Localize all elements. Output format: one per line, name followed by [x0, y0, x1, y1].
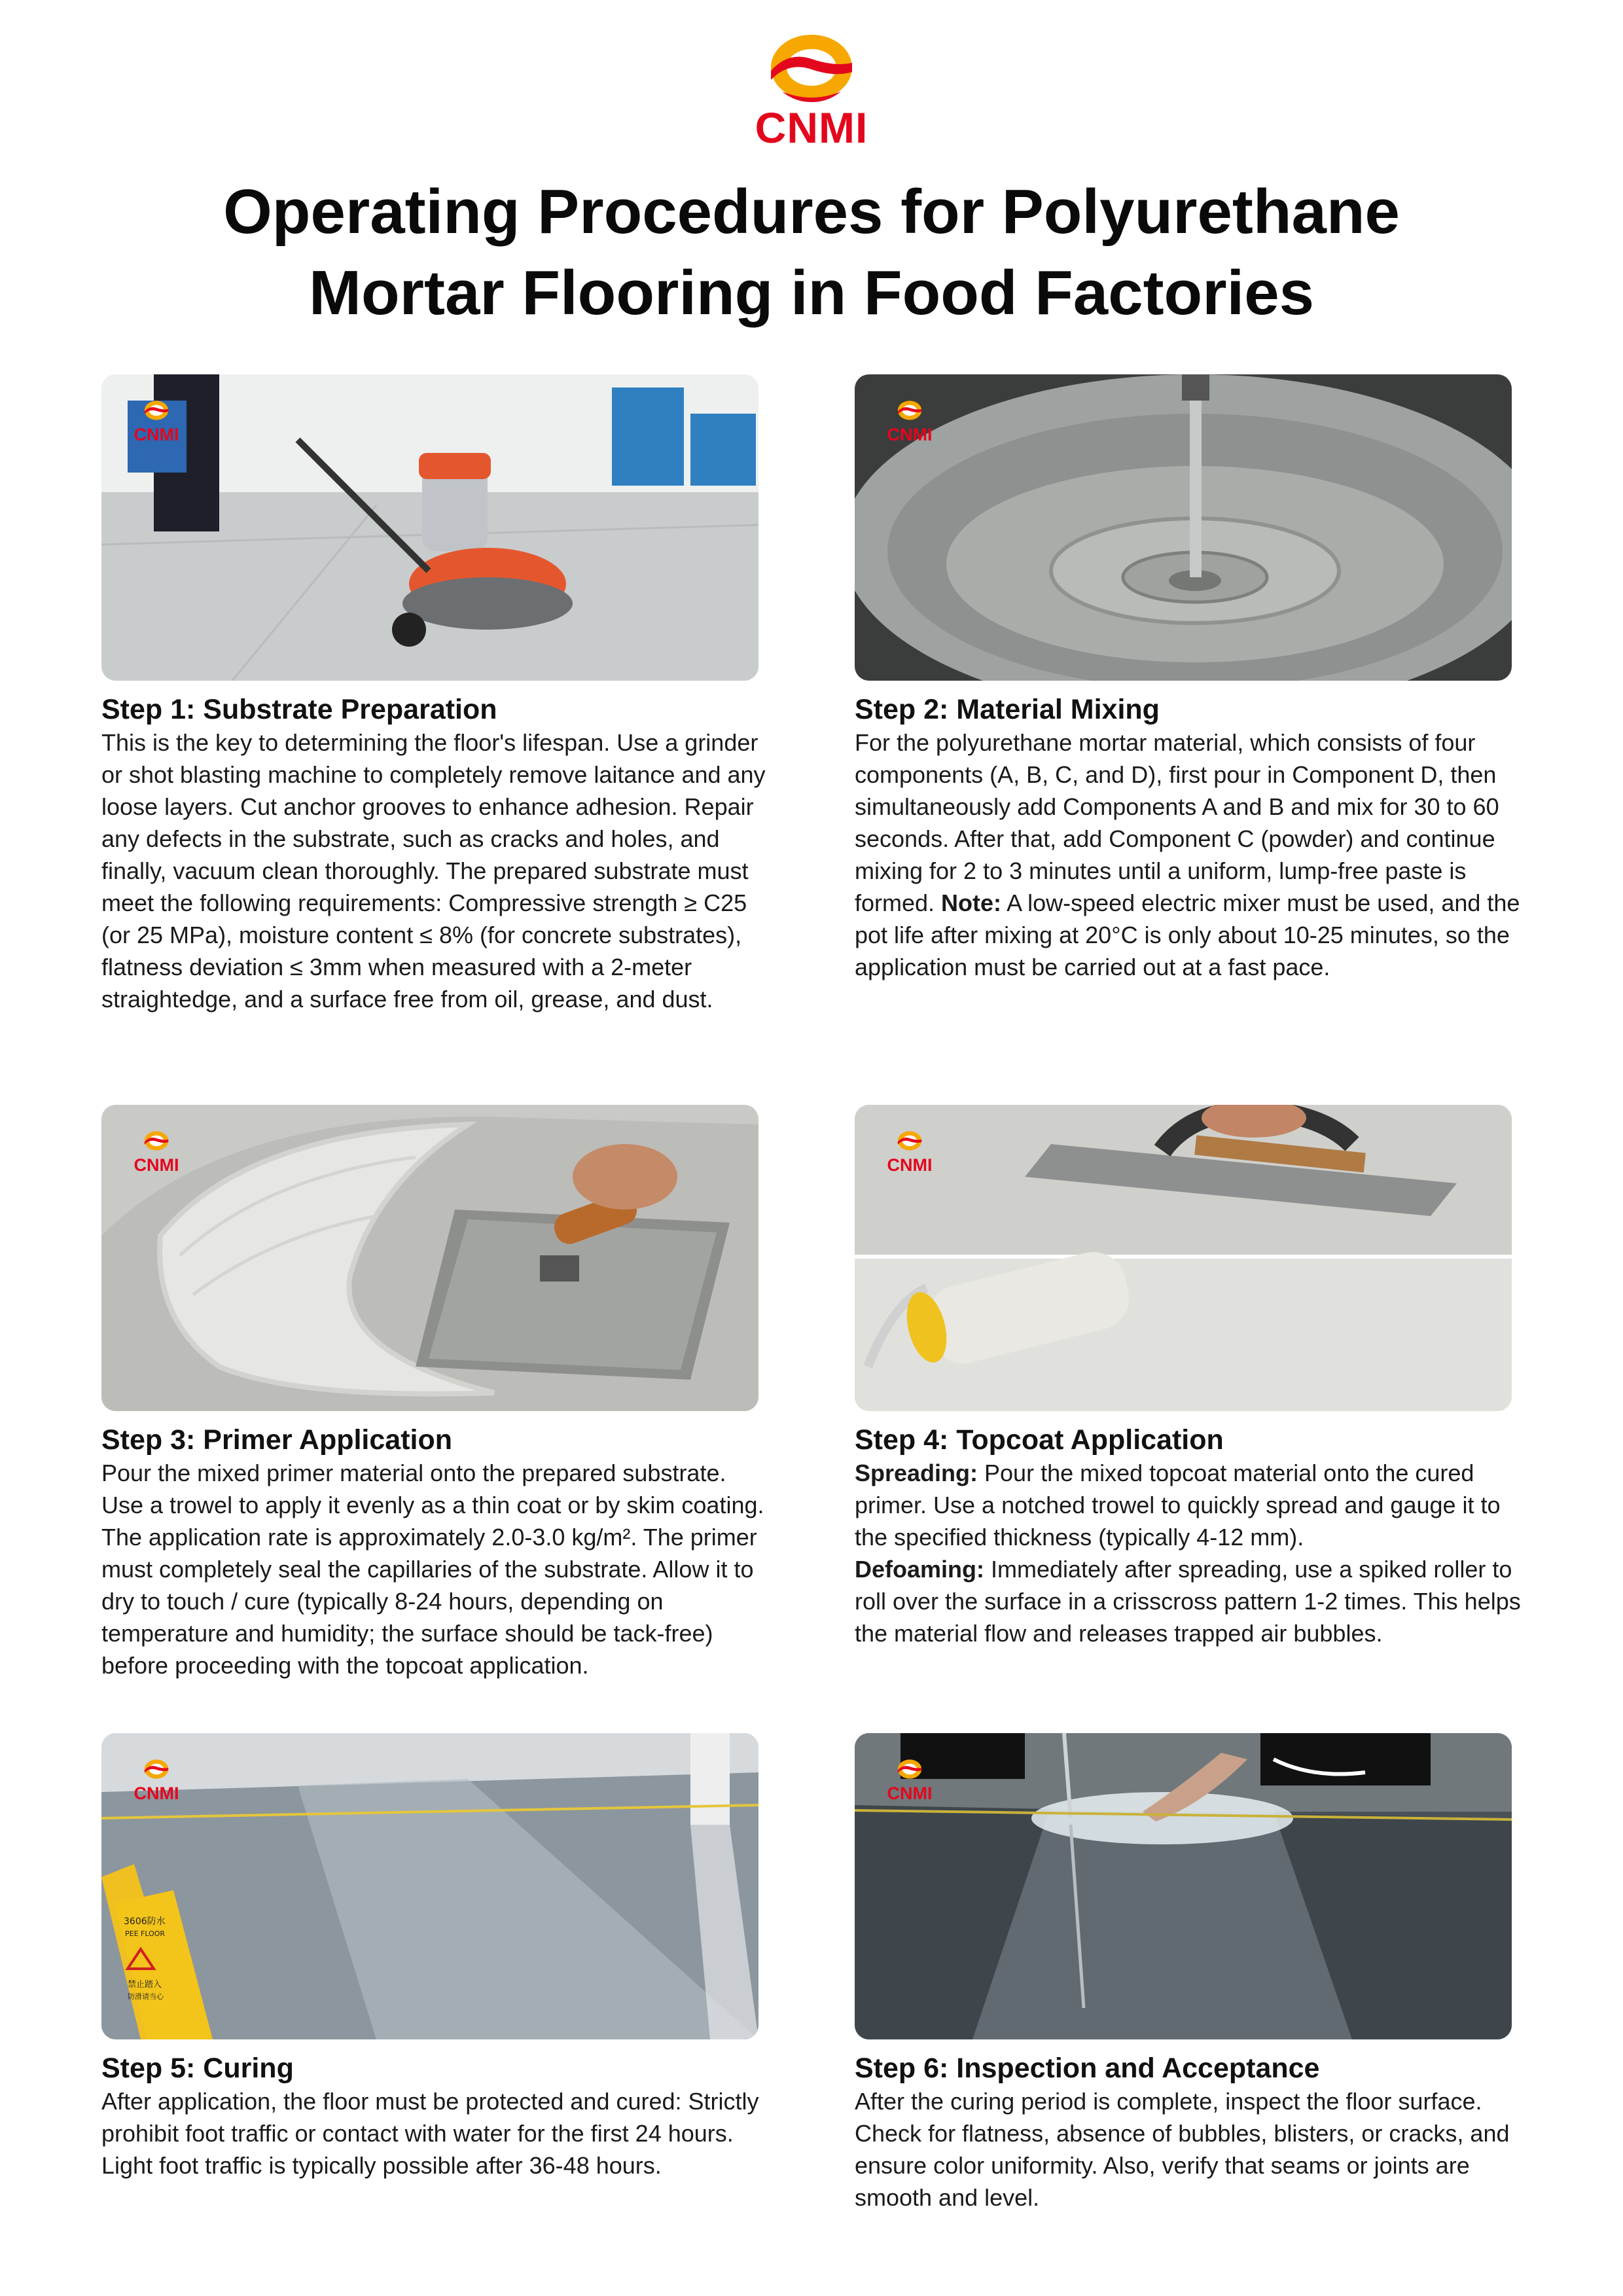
page-title: [79, 171, 1544, 334]
step-4-defoaming-label: Defoaming:: [855, 1556, 984, 1583]
step-5-body: After application, the floor must be protected and cured: Strictly prohibit foot traffic or contact with water for the first 24 hours. Light foot traffic is typically possible after 36-48 hours.: [101, 2088, 759, 2179]
step-2-note-label: Note:: [941, 889, 1002, 916]
step-4: [855, 1105, 1529, 1649]
cnmi-logo-mark: [762, 31, 861, 103]
sign-text-line3: 禁止踏入: [128, 1980, 162, 1990]
cnmi-badge-icon: [142, 1758, 171, 1780]
step-3-heading: Step 3: Primer Application: [101, 1424, 453, 1456]
photo-badge-text: CNMI: [134, 1784, 179, 1803]
step-1-body: This is the key to determining the floor's lifespan. Use a grinder or shot blasting machine to completely remove laitance and any loose layers. Cut anchor grooves to enhance adhesion. Repair any defects in the substrate, such as cracks and holes, and finally, vacuum clean thoroughly. The prepared substrate must meet the following requirements: Compressive strength ≥ C25 (or 25 MPa), moisture content ≤ 8% (for concrete substrates), flatness deviation ≤ 3mm when measured with a 2-meter straightedge, and a surface free from oil, grease, and dust.: [101, 729, 766, 1013]
photo-badge: [883, 399, 936, 444]
step-2-body-a: For the polyurethane mortar material, which consists of four components (A, B, C, and D), first pour in Component D, then simultaneously add Components A and B and mix for 30 to 60 seconds. After that, add Component C (powder) and continue mixing for 2 to 3 minutes until a uniform, lump-free paste is formed.: [855, 729, 1499, 916]
photo-badge: [130, 1758, 183, 1803]
step-4-defoaming-text: Immediately after spreading, use a spiked roller to roll over the surface in a crisscross pattern 1-2 times. This helps the material flow and releases trapped air bubbles.: [855, 1556, 1521, 1647]
photo-badge: [130, 399, 183, 444]
step-1: [101, 374, 769, 1015]
step-4-spreading-label: Spreading:: [855, 1460, 978, 1486]
glossy-floor-wet-sign-photo: [101, 1733, 758, 2039]
step-3: [101, 1105, 769, 1681]
page-title-line1: Operating Procedures for Polyurethane: [223, 177, 1400, 247]
step-6: [855, 1733, 1529, 2214]
step-6-heading: Step 6: Inspection and Acceptance: [855, 2053, 1320, 2084]
step-5-heading: Step 5: Curing: [101, 2053, 294, 2084]
photo-badge: [883, 1758, 936, 1803]
step-4-spreading-text: Pour the mixed topcoat material onto the cured primer. Use a notched trowel to quickly spread and gauge it to the specified thickness (typically 4-12 mm).: [855, 1460, 1501, 1551]
cnmi-badge-icon: [142, 1130, 171, 1152]
step-2-heading: Step 2: Material Mixing: [855, 694, 1160, 725]
photo-badge: [130, 1130, 183, 1174]
cnmi-badge-icon: [895, 1130, 924, 1152]
photo-badge-text: CNMI: [887, 1155, 933, 1175]
inspection-flashlight-photo: [855, 1733, 1512, 2039]
step-2-body: [855, 726, 1529, 983]
step-3-body: Pour the mixed primer material onto the prepared substrate. Use a trowel to apply it evenly as a thin coat or by skim coating. The application rate is approximately 2.0-3.0 kg/m². The primer must completely seal the capillaries of the substrate. Allow it to dry to touch / cure (typically 8-24 hours, depending on temperature and humidity; the surface should be tack-free) before proceeding with the topcoat application.: [101, 1460, 764, 1679]
sign-text-line2: PEE FLOOR: [125, 1929, 166, 1938]
step-4-spreading: [855, 1457, 1529, 1553]
cnmi-badge-icon: [895, 1758, 924, 1780]
sign-text-line1: 3606防水: [124, 1916, 166, 1927]
cnmi-badge-icon: [895, 399, 924, 422]
photo-badge: [883, 1130, 936, 1174]
sign-text-line4: 防滑请当心: [128, 1992, 164, 2001]
step-2-body-b: A low-speed electric mixer must be used, and the pot life after mixing at 20°C is only about 10-25 minutes, so the application must be carried out at a fast pace.: [855, 889, 1520, 980]
grinding-machine-photo: [101, 374, 758, 681]
step-4-heading: Step 4: Topcoat Application: [855, 1424, 1224, 1456]
photo-badge-text: CNMI: [887, 1784, 933, 1803]
step-4-defoaming: [855, 1553, 1529, 1649]
trowel-primer-photo: [101, 1105, 758, 1411]
cnmi-logo: [726, 31, 897, 159]
cnmi-badge-icon: [142, 399, 171, 422]
photo-badge-text: CNMI: [134, 1155, 179, 1175]
step-1-heading: Step 1: Substrate Preparation: [101, 694, 497, 725]
step-6-body: After the curing period is complete, inspect the floor surface. Check for flatness, absence of bubbles, blisters, or cracks, and ensure color uniformity. Also, verify that seams or joints are smooth and level.: [855, 2088, 1510, 2211]
step-2: [855, 374, 1529, 983]
photo-badge-text: CNMI: [134, 425, 179, 444]
notched-trowel-and-roller-photo: [855, 1105, 1512, 1411]
step-5: [101, 1733, 769, 2181]
page-title-line2: Mortar Flooring in Food Factories: [309, 258, 1314, 328]
photo-badge-text: CNMI: [887, 425, 933, 444]
mixing-bucket-photo: [855, 374, 1512, 681]
cnmi-logo-text: CNMI: [755, 103, 868, 152]
